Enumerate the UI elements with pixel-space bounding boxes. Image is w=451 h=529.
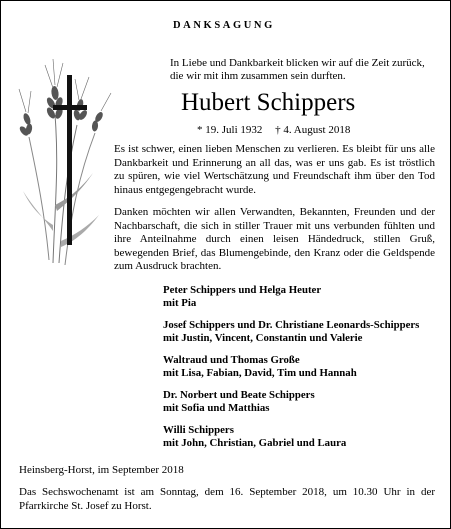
family-group (163, 284, 443, 309)
family-names: Peter Schippers und Helga Heuter (163, 284, 322, 296)
death-date: † 4. August 2018 (275, 124, 351, 136)
family-children: mit Lisa, Fabian, David, Tim und Hannah (163, 366, 357, 379)
family-names: Josef Schippers und Dr. Christiane Leonards-Schippers (163, 319, 420, 331)
memorial-mass-note: Das Sechswochenamt ist am Sonntag, dem 16. September 2018, um 10.30 Uhr in der Pfarrkirche St. Josef zu Horst. (19, 486, 435, 512)
family-children: mit John, Christian, Gabriel und Laura (163, 436, 347, 449)
family-children: mit Justin, Vincent, Constantin und Valerie (163, 331, 363, 344)
deceased-name: Hubert Schippers (181, 89, 356, 116)
intro-text (170, 57, 440, 83)
family-group (163, 389, 443, 414)
birth-date: * 19. Juli 1932 (197, 124, 263, 136)
family-group (163, 319, 443, 344)
family-children: mit Sofia und Matthias (163, 401, 270, 414)
life-dates (197, 124, 360, 136)
family-group (163, 354, 443, 379)
family-list (163, 284, 443, 459)
family-names: Waltraud und Thomas Große (163, 354, 300, 366)
heading: DANKSAGUNG (173, 20, 275, 31)
family-children: mit Pia (163, 296, 197, 309)
paragraph-thanks: Danken möchten wir allen Verwandten, Bekannten, Freunden und der Nachbarschaft, die sich in stiller Trauer mit uns verbunden fühlten und ihre Anteilnahme durch einen leisen Händedruck, stillen Gruß, bewegenden Brief, das Blumengebinde, den Kranz oder die Geldspende zum Ausdruck brachten. (114, 206, 435, 272)
cross-wheat-icon (15, 55, 113, 273)
intro-line: In Liebe und Dankbarkeit blicken wir auf die Zeit zurück, (170, 57, 425, 69)
family-names: Dr. Norbert und Beate Schippers (163, 389, 315, 401)
intro-line: die wir mit ihm zusammen sein durften. (170, 70, 346, 82)
place-date: Heinsberg-Horst, im September 2018 (19, 464, 184, 476)
family-group (163, 424, 443, 449)
family-names: Willi Schippers (163, 424, 234, 436)
paragraph-gratitude: Es ist schwer, einen lieben Menschen zu verlieren. Es bleibt für uns alle Dankbarkeit und Erinnerung an all das, was er uns gab. Es ist tröstlich zu spüren, wie viel Wertschätzung und Freundschaft ihm über den Tod hinaus entgegengebracht wurde. (114, 143, 435, 196)
